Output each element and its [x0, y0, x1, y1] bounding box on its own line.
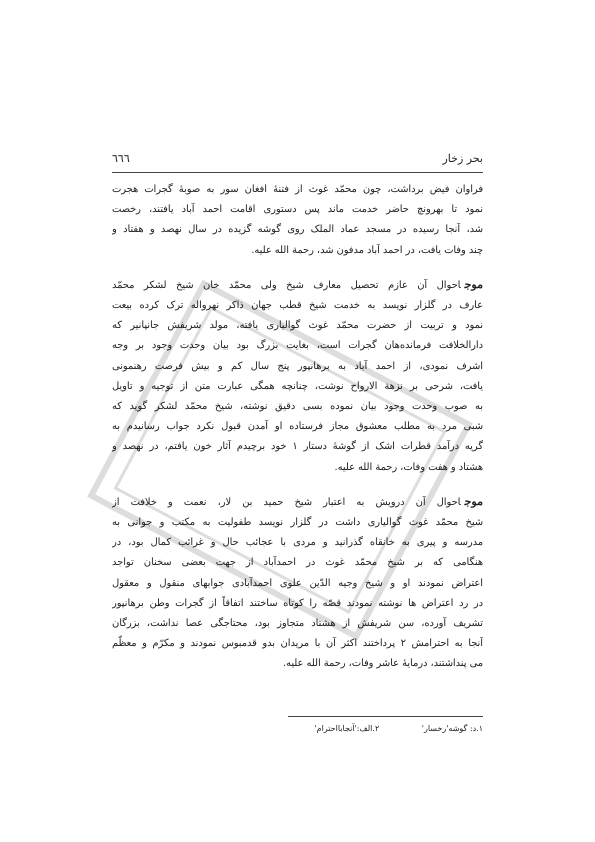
footnote-rule — [288, 716, 483, 717]
text-line-content: احوال آن درویش به اعتبار شیخ حمید بن لار، نعمت و خلافت از — [112, 496, 461, 508]
text-line: در رد اعتراض ها نوشته نمودند قصّه را کوتاه ساختند اتفاقاً از گجرات وطن برهانپور — [112, 597, 483, 609]
text-line: آنجا به احترامش ٢ پرداختند اکثر آن با مریدان بدو قدمبوس نمودند و مکرّم و معظّم — [112, 638, 483, 650]
page-number: ٦٦٦ — [112, 152, 130, 165]
paragraph-3 — [112, 492, 483, 675]
footnote-2: ٢.الف:'آنجابااحترام' — [314, 724, 380, 733]
text-line: شیخ محمّد غوث گوالیاری داشت در گلزار نویسد طفولیت به مکتب و جوانی به — [112, 517, 483, 529]
text-line: نمود و تربیت از حضرت محمّد غوث گوالیاری یافته، مولد شریفش جانپانیر که — [112, 320, 483, 332]
footnotes — [112, 724, 483, 733]
text-line: اعتراض نمودند او و شیخ وجیه الدّین علوی احمدآبادی جوابهای منقول و معقول — [112, 577, 483, 589]
body-text — [112, 180, 483, 675]
header-rule — [112, 172, 483, 173]
text-line: دارالخلافت فرمانده‌هان گجرات است، بغایت بزرگ بود بیان وحدت وجود بر وجه — [112, 340, 483, 352]
text-line: تشریف آورده، سن شریفش از هشتاد متجاوز بود، محتاجگی عصا نداشت، بزرگان — [112, 618, 483, 630]
text-line: شبی مرد به مطلب معشوق مجاز فرستاده او آمدن قبول نکرد جواب رسانیدم به — [112, 421, 483, 433]
text-line — [112, 275, 483, 296]
running-title: بحر زخار — [442, 152, 483, 165]
paragraph-1 — [112, 180, 483, 261]
text-line: گریه درآمد قطرات اشک از گوشهٔ دستار ١ خود برچیدم آثار خون یافتم، در نهصد و — [112, 441, 483, 453]
text-line-content: احوال آن عازم تحصیل معارف شیخ ولی محمّد خان شیخ لشکر محمّد — [112, 279, 461, 291]
paragraph-2 — [112, 275, 483, 478]
text-line: می پنداشتند، درمایهٔ عاشر وفات، رحمة الله علیه. — [282, 658, 483, 670]
section-keyword: موج — [464, 277, 483, 291]
text-line: نمود تا بهرونچ حاضر خدمت ماند پس دستوری اقامت احمد آباد یافتند، رخصت — [112, 204, 483, 216]
text-line — [112, 492, 483, 513]
text-line: عارف در گلزار نویسد به خدمت شیخ قطب جهان ذاکر نهرواله ترک کرده بیعت — [112, 300, 483, 312]
text-line: به صوب وحدت وجود بیان نموده بسی دقیق نوشته، شیخ محمّد لشکر گوید که — [112, 401, 483, 413]
text-line: یافت، شرحی بر نزهة الارواح نوشت، چنانچه همگی عبارت متن از توجیه و تاویل — [112, 380, 483, 392]
footnote-1: ١.د: گوشه'رخسار' — [421, 724, 483, 733]
text-line: چند وفات یافت، در احمد آباد مدفون شد، رحمة الله علیه. — [251, 244, 483, 256]
text-line: مدرسه و پیری به خانقاه گذرانید و مردی با عجائب حال و غرائب کمال بود، در — [112, 537, 483, 549]
text-line: شد، آنجا رسیده در مسجد عماد الملک روی گوشه گزیده در سال نهصد و هفتاد و — [112, 224, 483, 236]
text-line: هنگامی که بر شیخ محمّد غوث در احمدآباد از جهت بعضی سخنان تواجد — [112, 557, 483, 569]
text-line: اشرف نمودی، از احمد آباد به برهانپور پنج سال کم و بیش فرصت رهنمونی — [112, 360, 483, 372]
text-line: فراوان فیض برداشت، چون محمّد غوث از فتنهٔ افغان سور به صوبهٔ گجرات هجرت — [112, 184, 483, 195]
running-header — [112, 150, 483, 170]
section-keyword: موج — [464, 494, 483, 508]
text-line: هشتاد و هفت وفات، رحمة الله علیه. — [334, 461, 483, 473]
